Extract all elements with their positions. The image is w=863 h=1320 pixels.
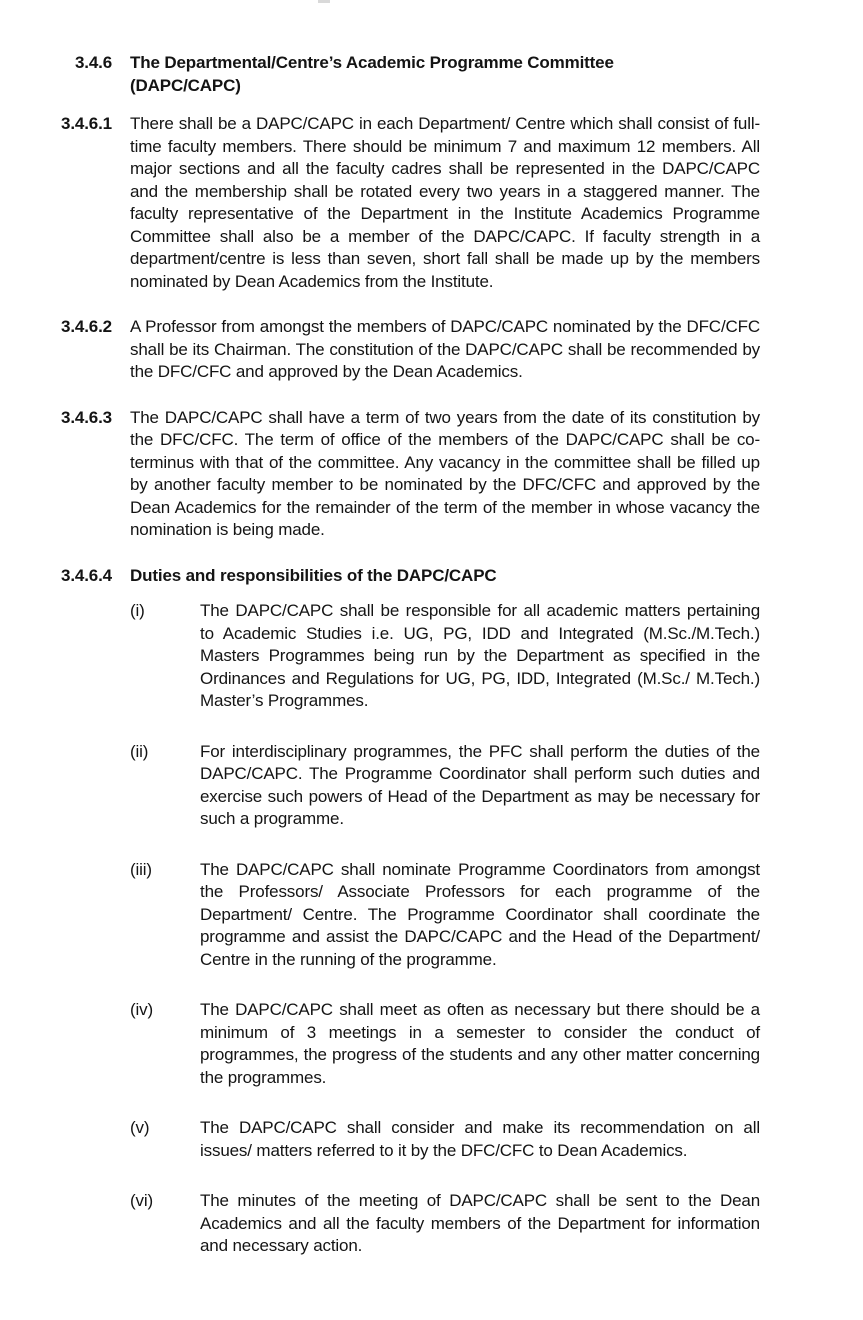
duty-item-iv	[130, 999, 800, 1089]
duty-marker: (vi)	[130, 1191, 153, 1210]
duty-text: The DAPC/CAPC shall meet as often as necessary but there should be a minimum of 3 meetings in a semester to consider the conduct of programmes, the progress of the students and any other matter concerning the programmes.	[200, 1000, 760, 1087]
duties-heading-number: 3.4.6.4	[61, 565, 112, 585]
duty-marker: (iv)	[130, 1000, 153, 1019]
duty-item-v	[130, 1117, 800, 1162]
paragraph-3-4-6-1	[40, 113, 800, 293]
paragraph-number: 3.4.6.2	[61, 317, 112, 336]
section-heading	[40, 52, 800, 97]
duty-marker: (v)	[130, 1118, 150, 1137]
paragraph-number: 3.4.6.3	[61, 407, 112, 427]
duty-text: The minutes of the meeting of DAPC/CAPC shall be sent to the Dean Academics and all the faculty members of the Department for information and necessary action.	[200, 1191, 760, 1255]
duties-heading-title: Duties and responsibilities of the DAPC/CAPC	[130, 565, 497, 585]
duty-text: The DAPC/CAPC shall be responsible for all academic matters pertaining to Academic Studies i.e. UG, PG, IDD and Integrated (M.Sc./M.Tech.) Masters Programmes being run by the Department as specified in the Ordinances and Regulations for UG, PG, IDD, Integrated (M.Sc./ M.Tech.) Master’s Programmes.	[200, 601, 760, 710]
duty-text: The DAPC/CAPC shall consider and make its recommendation on all issues/ matters referred to it by the DFC/CFC to Dean Academics.	[200, 1118, 760, 1160]
duty-text: The DAPC/CAPC shall nominate Programme Coordinators from amongst the Professors/ Associate Professors for each programme of the Department/ Centre. The Programme Coordinator shall coordinate the programme and assist the DAPC/CAPC and the Head of the Department/ Centre in the running of the programme.	[200, 859, 760, 969]
paragraph-text: The DAPC/CAPC shall have a term of two years from the date of its constitution by the DFC/CFC. The term of office of the members of the DAPC/CAPC shall be co-terminus with that of the committee. Any vacancy in the committee shall be filled up by another faculty member to be nominated by the DFC/CFC and approved by the Dean Academics for the remainder of the term of the member in whose vacancy the nomination is being made.	[130, 407, 760, 539]
section-heading-number: 3.4.6	[74, 53, 112, 72]
document-page	[40, 52, 800, 1286]
scan-artifact-mark	[318, 0, 330, 3]
duties-heading	[40, 565, 800, 588]
duty-item-vi	[130, 1190, 800, 1258]
paragraph-text: There shall be a DAPC/CAPC in each Department/ Centre which shall consist of full-time faculty members. There should be minimum 7 and maximum 12 members. All major sections and all the faculty cadres shall be represented in the DAPC/CAPC and the membership shall be rotated every two years in a staggered manner. The faculty representative of the Department in the Institute Academics Programme Committee shall also be a member of the DAPC/CAPC. If faculty strength in a department/centre is less than seven, short fall shall be made up by the members nominated by Dean Academics from the Institute.	[130, 114, 760, 291]
paragraph-3-4-6-2	[40, 316, 800, 384]
duty-item-ii	[130, 741, 800, 831]
paragraph-number: 3.4.6.1	[61, 114, 112, 133]
section-heading-title: The Departmental/Centre’s Academic Programme Committee (DAPC/CAPC)	[130, 53, 614, 95]
duty-marker: (iii)	[130, 859, 152, 879]
paragraph-3-4-6-3	[40, 407, 800, 542]
duty-marker: (i)	[130, 601, 145, 620]
duty-item-iii	[130, 859, 800, 972]
paragraph-text: A Professor from amongst the members of DAPC/CAPC nominated by the DFC/CFC shall be its Chairman. The constitution of the DAPC/CAPC shall be recommended by the DFC/CFC and approved by the Dean Academics.	[130, 317, 760, 381]
duty-marker: (ii)	[130, 741, 149, 761]
duty-item-i	[130, 600, 800, 713]
duty-text: For interdisciplinary programmes, the PFC shall perform the duties of the DAPC/CAPC. The Programme Coordinator shall perform such duties and exercise such powers of Head of the Department as may be necessary for such a programme.	[200, 741, 760, 828]
